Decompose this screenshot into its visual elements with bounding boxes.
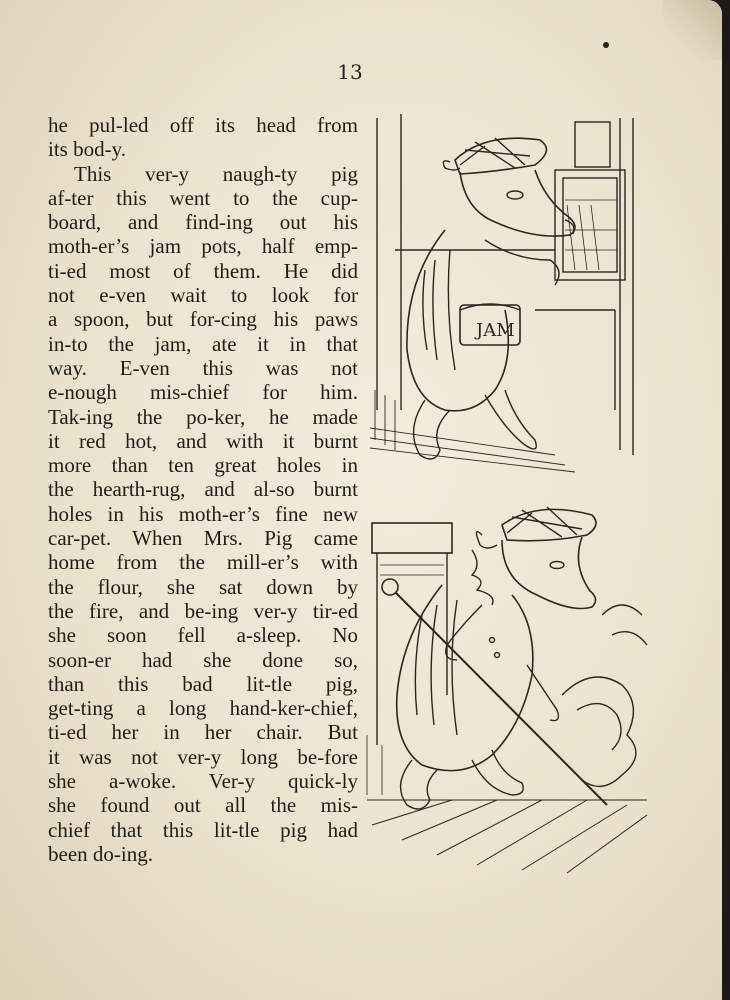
illustration-pig-eating-jam bbox=[365, 110, 645, 475]
text-line: a spoon, but for-cing his paws bbox=[48, 307, 358, 332]
text-line: car-pet. When Mrs. Pig came bbox=[48, 526, 358, 551]
text-line: she soon fell a-sleep. No bbox=[48, 623, 358, 648]
text-line: af-ter this went to the cup- bbox=[48, 185, 358, 210]
story-text bbox=[48, 113, 358, 866]
text-line: chief that this lit-tle pig had bbox=[48, 817, 358, 842]
text-line: home from the mill-er’s with bbox=[48, 550, 358, 575]
ink-speck bbox=[603, 42, 609, 48]
text-line: than this bad lit-tle pig, bbox=[48, 671, 358, 696]
text-line: not e-ven wait to look for bbox=[48, 283, 358, 308]
text-line: it red hot, and with it burnt bbox=[48, 428, 358, 453]
text-line: the flour, she sat down by bbox=[48, 574, 358, 599]
text-line: she a-woke. Ver-y quick-ly bbox=[48, 769, 358, 794]
text-line: in-to the jam, ate it in that bbox=[48, 331, 358, 356]
text-line: holes in his moth-er’s fine new bbox=[48, 501, 358, 526]
jam-jar-label: JAM bbox=[476, 320, 515, 341]
text-line: the hearth-rug, and al-so burnt bbox=[48, 477, 358, 502]
text-line: soon-er had she done so, bbox=[48, 647, 358, 672]
text-line: its bod-y. bbox=[48, 137, 126, 162]
text-line: ti-ed most of them. He did bbox=[48, 258, 358, 283]
text-line: ti-ed her in her chair. But bbox=[48, 720, 358, 745]
text-line: moth-er’s jam pots, half emp- bbox=[48, 234, 358, 259]
text-line: it was not ver-y long be-fore bbox=[48, 744, 358, 769]
text-line: board, and find-ing out his bbox=[48, 210, 358, 235]
text-line: he pul-led off its head from bbox=[48, 113, 358, 137]
text-line: get-ting a long hand-ker-chief, bbox=[48, 696, 358, 721]
illustration-pig-with-poker bbox=[362, 495, 652, 875]
text-line: way. E-ven this was not bbox=[48, 355, 358, 380]
pig-jam-engraving bbox=[365, 110, 645, 475]
page-number: 13 bbox=[337, 60, 363, 84]
pig-poker-engraving bbox=[362, 495, 652, 875]
text-line: more than ten great holes in bbox=[48, 453, 358, 478]
text-line: been do-ing. bbox=[48, 841, 153, 866]
text-line: she found out all the mis- bbox=[48, 793, 358, 818]
text-line: e-nough mis-chief for him. bbox=[48, 380, 358, 405]
text-line: This ver-y naugh-ty pig bbox=[74, 161, 358, 186]
page-corner-shadow bbox=[662, 0, 722, 60]
text-line: Tak-ing the po-ker, he made bbox=[48, 404, 358, 429]
text-line: the fire, and be-ing ver-y tir-ed bbox=[48, 598, 358, 623]
